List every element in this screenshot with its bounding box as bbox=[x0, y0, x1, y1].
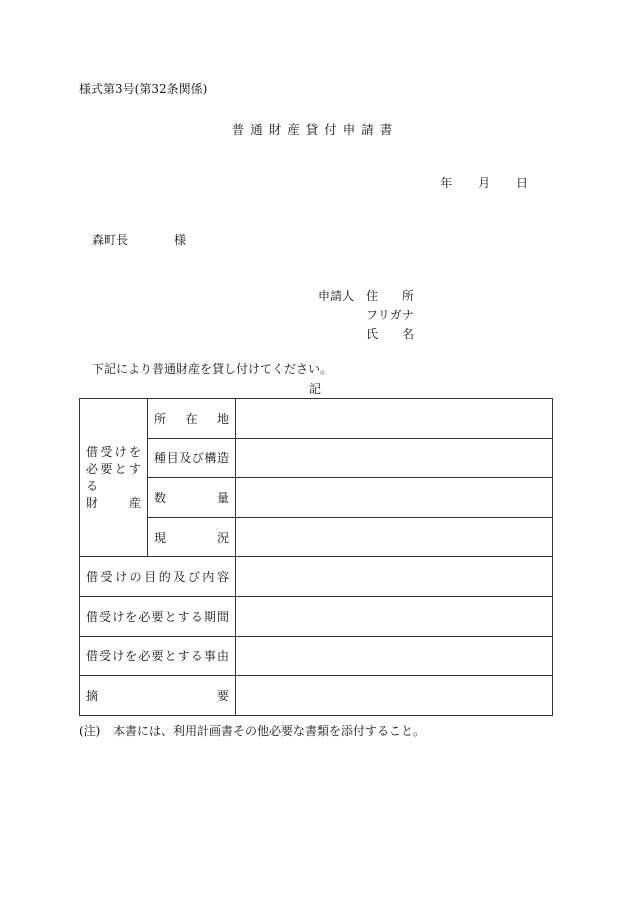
group-label-line: 必要とする bbox=[86, 461, 141, 493]
property-type-field[interactable] bbox=[236, 438, 553, 478]
application-table bbox=[79, 398, 553, 716]
table-row bbox=[80, 557, 553, 597]
table-row bbox=[80, 636, 553, 676]
table-row bbox=[80, 399, 553, 439]
property-group-label bbox=[80, 399, 148, 557]
purpose-label: 借受けの目的及び内容 bbox=[80, 557, 236, 597]
table-row bbox=[80, 517, 553, 557]
property-quantity-label: 数量 bbox=[148, 478, 236, 518]
table-row bbox=[80, 478, 553, 518]
footnote-mark: (注) bbox=[79, 724, 101, 738]
purpose-field[interactable] bbox=[236, 557, 553, 597]
group-label-line: 借受けを bbox=[86, 444, 141, 459]
addressee-name: 森町長 bbox=[92, 233, 129, 247]
remarks-label: 摘要 bbox=[80, 676, 236, 716]
table-row bbox=[80, 676, 553, 716]
applicant-block bbox=[318, 287, 414, 344]
footnote bbox=[79, 722, 425, 739]
addressee-honorific: 様 bbox=[174, 233, 187, 247]
reason-field[interactable] bbox=[236, 636, 553, 676]
property-type-label: 種目及び構造 bbox=[148, 438, 236, 478]
reason-label: 借受けを必要とする事由 bbox=[80, 636, 236, 676]
applicant-name-label: 氏 名 bbox=[366, 327, 414, 341]
period-label: 借受けを必要とする期間 bbox=[80, 596, 236, 636]
table-row bbox=[80, 596, 553, 636]
date-year-label: 年 bbox=[440, 176, 453, 190]
footnote-text: 本書には、利用計画書その他必要な書類を添付すること。 bbox=[113, 724, 426, 738]
period-field[interactable] bbox=[236, 596, 553, 636]
applicant-address-label: 住 所 bbox=[366, 289, 414, 303]
addressee bbox=[92, 231, 186, 248]
property-location-label: 所在地 bbox=[148, 399, 236, 439]
remarks-field[interactable] bbox=[236, 676, 553, 716]
intro-text: 下記により普通財産を貸し付けてください。 bbox=[92, 362, 333, 376]
ki-heading: 記 bbox=[308, 382, 321, 396]
group-label-line: 財 産 bbox=[86, 495, 141, 510]
property-quantity-field[interactable] bbox=[236, 478, 553, 518]
applicant-lead: 申請人 bbox=[318, 289, 355, 303]
property-condition-label: 現況 bbox=[148, 517, 236, 557]
date-line bbox=[440, 174, 528, 191]
applicant-furigana-label: フリガナ bbox=[366, 308, 414, 322]
property-location-field[interactable] bbox=[236, 399, 553, 439]
property-condition-field[interactable] bbox=[236, 517, 553, 557]
date-month-label: 月 bbox=[478, 176, 491, 190]
document-title: 普通財産貸付申請書 bbox=[231, 122, 399, 137]
table-row bbox=[80, 438, 553, 478]
date-day-label: 日 bbox=[515, 176, 528, 190]
form-number: 様式第3号(第32条関係) bbox=[79, 82, 208, 96]
